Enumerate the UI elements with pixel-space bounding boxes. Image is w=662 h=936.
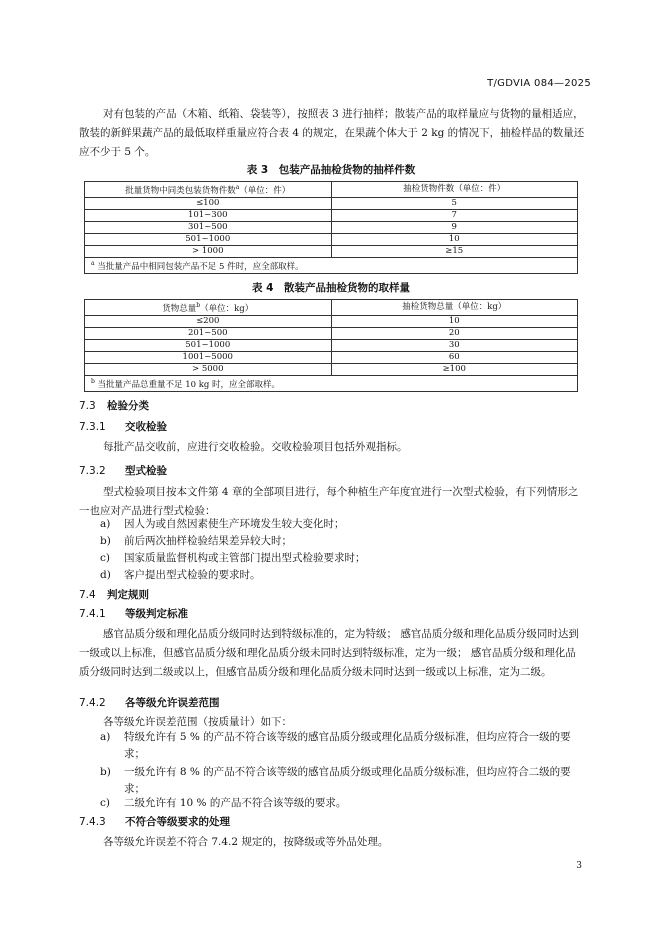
section-7-4-3-text: 各等级允许误差不符合 7.4.2 规定的，按降级或等外品处理。	[103, 836, 389, 848]
table-header-cell: 抽检货物件数（单位：件）	[331, 182, 578, 198]
intro-paragraph: 对有包装的产品（木箱、纸箱、袋装等），按照表 3 进行抽样；散装产品的取样量应与货物的量相适应，散装的新鲜果蔬产品的最低取样重量应符合表 4 的规定，在果蔬个体大于 2 kg 的情况下，抽检样品的数量还应不少于 5 个。	[79, 108, 585, 158]
table-header-row	[85, 300, 578, 316]
table-row: 101~300 7	[85, 209, 578, 221]
table-row: 201~500 20	[85, 327, 578, 339]
table-row: > 5000 ≥100	[85, 363, 578, 375]
table-row: > 1000 ≥15	[85, 245, 578, 257]
table-row: 501~1000 10	[85, 233, 578, 245]
section-7-4-heading: 7.4 判定规则	[79, 589, 149, 601]
table-row: 301~500 9	[85, 221, 578, 233]
table-header-cell: 抽检货物总量（单位：kg）	[331, 300, 578, 316]
table-row: 501~1000 30	[85, 339, 578, 351]
table3-sampling-counts	[84, 181, 578, 274]
document-code: T/GDVIA 084—2025	[487, 78, 591, 89]
section-7-3-1-heading: 7.3.1 交收检验	[79, 421, 167, 433]
table4-caption: 表 4 散装产品抽检货物的取样量	[252, 282, 410, 294]
section-7-3-1-text: 每批产品交收前，应进行交收检验。交收检验项目包括外观指标。	[103, 441, 408, 453]
section-7-3-2-text: 型式检验项目按本文件第 4 章的全部项目进行，每个种植生产年度宜进行一次型式检验，有下列情形之一也应对产品进行型式检验：	[79, 486, 579, 517]
table-note-row: $^b$ 当批量产品总重量不足 10 kg 时，应全部取样。	[85, 375, 578, 391]
table-header-row	[85, 182, 578, 198]
section-7-4-1-text: 感官品质分级和理化品质分级同时达到特级标准的，定为特级； 感官品质分级和理化品质分级同时达到一级或以上标准，但感官品质分级和理化品质分级未同时达到特级标准，定为一级； 感官品质分级和理化品质分级同时达到二级或以上，但感官品质分级和理化品质分级未同时达到一级或以上标准，定为二级。	[79, 628, 579, 678]
section-7-4-3-heading: 7.4.3 不符合等级要求的处理	[79, 816, 230, 828]
table-note-row: $^a$ 当批量产品中相同包装产品不足 5 件时，应全部取样。	[85, 257, 578, 273]
section-7-4-2-text: 各等级允许误差范围（按质量计）如下：	[103, 716, 292, 728]
table-header-cell: 批量货物中同类包装货物件数$^a$（单位：件）	[85, 182, 332, 198]
table-row: ≤100 5	[85, 197, 578, 209]
section-7-3-heading: 7.3 检验分类	[79, 400, 149, 412]
page-number: 3	[576, 861, 582, 871]
table-header-cell: 货物总量$^b$（单位：kg）	[85, 300, 332, 316]
section-7-4-1-heading: 7.4.1 等级判定标准	[79, 608, 188, 620]
table3-caption: 表 3 包装产品抽检货物的抽样件数	[246, 164, 416, 176]
section-7-4-2-heading: 7.4.2 各等级允许误差范围	[79, 697, 220, 709]
table4-sampling-weights	[84, 299, 578, 392]
table-row: 1001~5000 60	[85, 351, 578, 363]
table-row: ≤200 10	[85, 315, 578, 327]
section-7-3-2-heading: 7.3.2 型式检验	[79, 465, 167, 477]
